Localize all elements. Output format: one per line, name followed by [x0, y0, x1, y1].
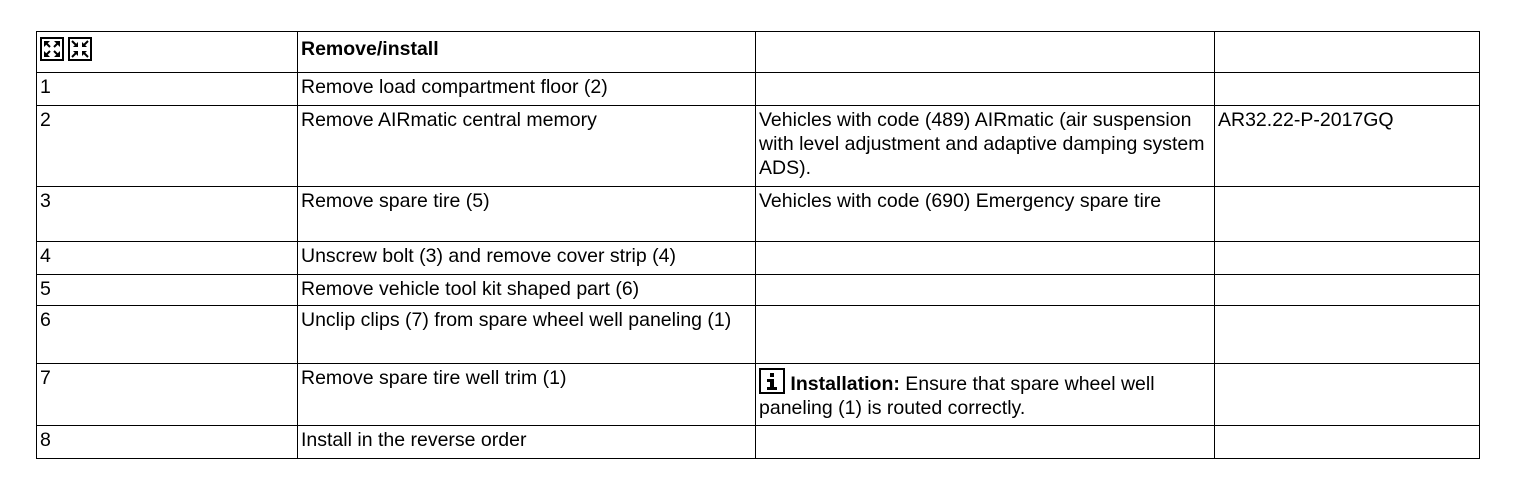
- step-number: 5: [37, 275, 298, 306]
- view-toggle-cell: [37, 32, 298, 73]
- table-title: Remove/install: [298, 32, 756, 73]
- step-action: Install in the reverse order: [298, 426, 756, 459]
- step-reference-link[interactable]: AR32.22-P-2017GQ: [1215, 106, 1480, 187]
- step-row-1: [37, 73, 1480, 106]
- step-action: Unscrew bolt (3) and remove cover strip (4): [298, 242, 756, 275]
- step-number: 8: [37, 426, 298, 459]
- step-note: [756, 275, 1215, 306]
- step-reference: [1215, 73, 1480, 106]
- step-note: [756, 73, 1215, 106]
- expand-view-icon[interactable]: [40, 37, 64, 61]
- step-action: Remove spare tire (5): [298, 187, 756, 242]
- step-row-8: [37, 426, 1480, 459]
- step-row-3: [37, 187, 1480, 242]
- step-note: [756, 242, 1215, 275]
- step-row-6: [37, 306, 1480, 364]
- step-note: Vehicles with code (690) Emergency spare tire: [756, 187, 1215, 242]
- procedure-table: [36, 31, 1480, 459]
- installation-label: Installation:: [790, 373, 900, 395]
- step-number: 3: [37, 187, 298, 242]
- step-number: 4: [37, 242, 298, 275]
- step-reference: [1215, 426, 1480, 459]
- step-row-4: [37, 242, 1480, 275]
- step-reference: [1215, 275, 1480, 306]
- step-note: Vehicles with code (489) AIRmatic (air suspension with level adjustment and adaptive damping system ADS).: [756, 106, 1215, 187]
- header-row: [37, 32, 1480, 73]
- step-row-2: [37, 106, 1480, 187]
- step-note: [756, 426, 1215, 459]
- step-reference: [1215, 364, 1480, 426]
- step-reference: [1215, 187, 1480, 242]
- installation-note: Ensure that spare wheel well paneling (1) is routed correctly.: [759, 373, 1155, 419]
- step-note: [756, 364, 1215, 426]
- info-icon: [759, 368, 785, 394]
- header-note-cell: [756, 32, 1215, 73]
- step-reference: [1215, 242, 1480, 275]
- step-note: [756, 306, 1215, 364]
- step-action: Remove vehicle tool kit shaped part (6): [298, 275, 756, 306]
- step-row-7: [37, 364, 1480, 426]
- step-row-5: [37, 275, 1480, 306]
- collapse-view-icon[interactable]: [68, 37, 92, 61]
- step-action: Remove AIRmatic central memory: [298, 106, 756, 187]
- step-reference: [1215, 306, 1480, 364]
- step-action: Remove load compartment floor (2): [298, 73, 756, 106]
- step-action: Remove spare tire well trim (1): [298, 364, 756, 426]
- step-number: 6: [37, 306, 298, 364]
- step-number: 7: [37, 364, 298, 426]
- step-action: Unclip clips (7) from spare wheel well paneling (1): [298, 306, 756, 364]
- step-number: 1: [37, 73, 298, 106]
- step-number: 2: [37, 106, 298, 187]
- header-ref-cell: [1215, 32, 1480, 73]
